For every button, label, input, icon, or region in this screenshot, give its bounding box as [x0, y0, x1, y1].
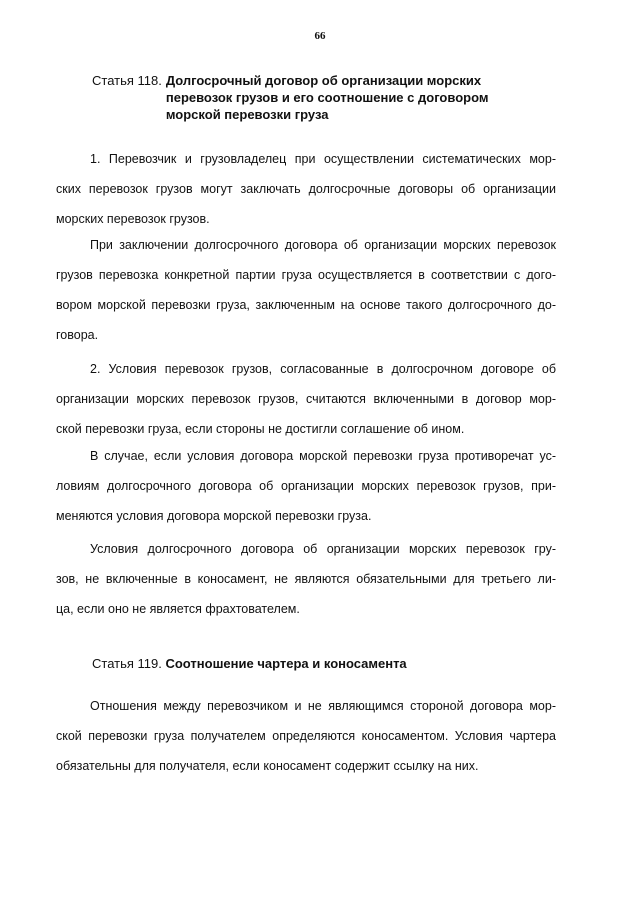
text-line: 2. Условия перевозок грузов, согласованные в долгосрочном договоре об — [90, 362, 556, 376]
text-line: грузов перевозка конкретной партии груза осуществляется в соответствии с дого- — [56, 268, 556, 282]
text-line: ских перевозок грузов могут заключать долгосрочные договоры об организации — [56, 182, 556, 196]
article-118-paragraph-5 — [56, 534, 556, 624]
article-118-prefix: Статья 118. — [92, 73, 162, 88]
text-line: ской перевозки груза, если стороны не достигли соглашение об ином. — [56, 422, 465, 436]
article-118-paragraph-4 — [56, 441, 556, 531]
text-line: меняются условия договора морской перевозки груза. — [56, 509, 372, 523]
article-119-title: Соотношение чартера и коносамента — [165, 656, 407, 671]
text-line: При заключении долгосрочного договора об организации морских перевозок — [90, 238, 556, 252]
text-line: В случае, если условия договора морской перевозки груза противоречат ус- — [90, 449, 556, 463]
article-119-paragraph — [56, 691, 556, 781]
article-118-title-line: Долгосрочный договор об организации морских — [165, 73, 482, 88]
article-118-title — [166, 72, 489, 123]
text-line: ловиям долгосрочного договора об организации морских перевозок грузов, при- — [56, 479, 556, 493]
article-118-paragraph-3 — [56, 354, 556, 444]
text-line: говора. — [56, 328, 99, 342]
text-line: 1. Перевозчик и грузовладелец при осуществлении систематических мор- — [90, 152, 556, 166]
text-line: ца, если оно не является фрахтователем. — [56, 602, 300, 616]
text-line: морских перевозок грузов. — [56, 212, 210, 226]
text-line: зов, не включенные в коносамент, не являются обязательными для третьего ли- — [56, 572, 556, 586]
article-118-title-line: морской перевозки груза — [165, 107, 329, 122]
text-line: организации морских перевозок грузов, считаются включенными в договор мор- — [56, 392, 556, 406]
article-118-title-line: перевозок грузов и его соотношение с договором — [165, 90, 489, 105]
article-118-heading — [92, 72, 488, 123]
page-number: 66 — [314, 30, 326, 42]
article-119-prefix: Статья 119. — [92, 656, 166, 671]
article-118-paragraph-1 — [56, 144, 556, 234]
text-line: ской перевозки груза получателем определяются коносаментом. Условия чартера — [56, 729, 556, 743]
text-line: Отношения между перевозчиком и не являющимся стороной договора мор- — [90, 699, 556, 713]
article-118-paragraph-2 — [56, 230, 556, 350]
text-line: обязательны для получателя, если коносамент содержит ссылку на них. — [56, 759, 479, 773]
text-line: Условия долгосрочного договора об организации морских перевозок гру- — [90, 542, 556, 556]
text-line: вором морской перевозки груза, заключенным на основе такого долгосрочного до- — [56, 298, 556, 312]
article-119-heading — [92, 655, 407, 672]
